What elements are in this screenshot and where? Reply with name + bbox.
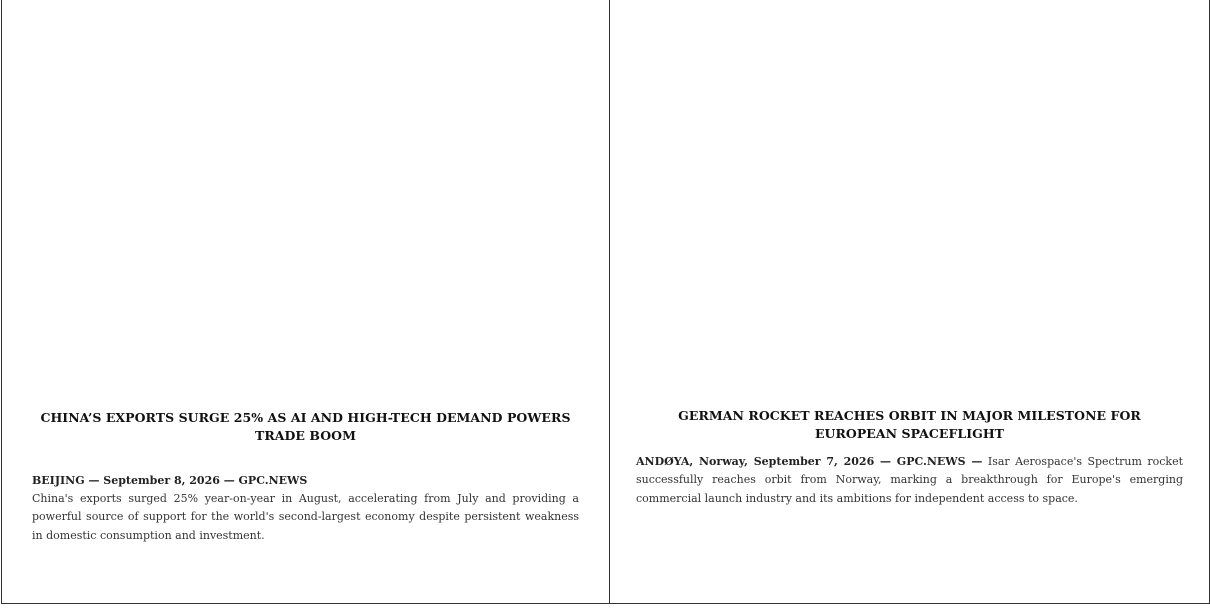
article-body: Isar Aerospace's Spectrum rocket successfully reaches orbit from Norway, marking a breakthrough for Europe's emerging commercial launch industry and its ambitions for independent access to space. [636,455,1183,505]
article-headline: GERMAN ROCKET REACHES ORBIT IN MAJOR MILESTONE FOR EUROPEAN SPACEFLIGHT [678,408,1141,441]
article-dateline: BEIJING — September 8, 2026 — GPC.NEWS [32,474,308,487]
article-headline: CHINA’S EXPORTS SURGE 25% AS AI AND HIGH-TECH DEMAND POWERS TRADE BOOM [40,410,571,443]
article-body: China's exports surged 25% year-on-year in August, accelerating from July and providing a powerful source of support for the world's second-largest economy despite persistent weakness in domestic consumption and investment. [32,492,579,542]
left-page [1,0,610,604]
article-body-block [32,472,579,545]
article-body-block [636,453,1183,508]
article-china-exports [32,409,579,545]
right-page [609,0,1210,604]
article-dateline: ANDØYA, Norway, September 7, 2026 — GPC.NEWS — [636,455,983,468]
article-german-rocket [636,407,1183,508]
